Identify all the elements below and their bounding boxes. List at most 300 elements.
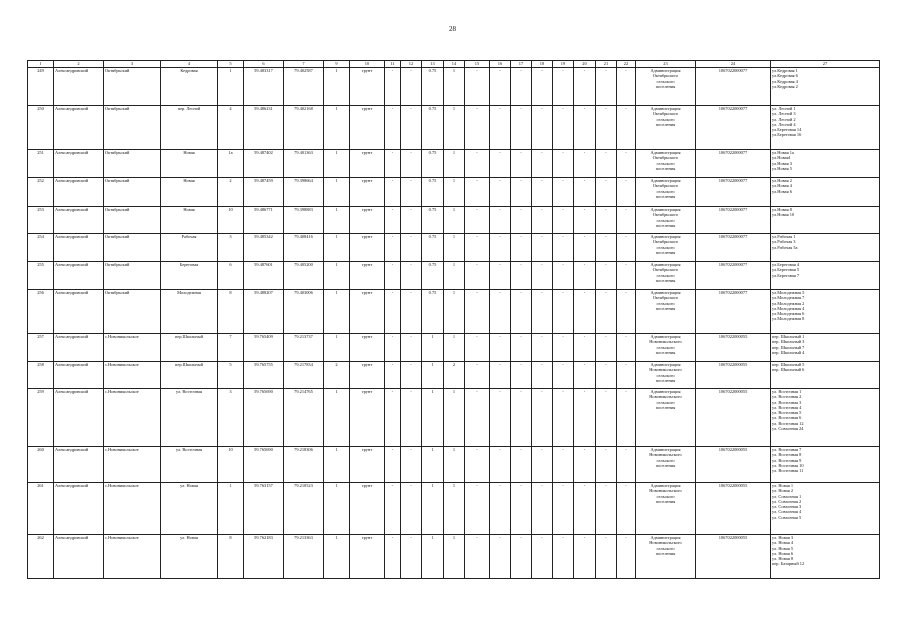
value-cell: 1 [444, 535, 465, 579]
house-number-cell: 1 [218, 483, 244, 535]
owner-line: сельского [656, 300, 675, 306]
column-header: 12 [401, 61, 422, 68]
address-line: ул. Совхозная 24 [772, 426, 804, 432]
address-line: ул. Восточная 8 [772, 452, 802, 458]
latitude-cell: 59.765755 [244, 362, 284, 389]
address-line: ул.Новая 8 [772, 207, 792, 212]
row-number: 252 [28, 178, 54, 207]
owner-line: поселения [655, 462, 676, 468]
address-line: ул.Кедровая 4 [772, 78, 798, 84]
street-cell: Кедровая [161, 68, 218, 106]
value-cell: - [553, 483, 574, 535]
value-cell: - [617, 106, 636, 150]
column-header: 27 [771, 61, 880, 68]
owner-cell [636, 389, 696, 447]
row-number: 253 [28, 207, 54, 234]
addresses-cell [771, 389, 880, 447]
addresses-cell [771, 178, 880, 207]
district-cell: Александровский [54, 178, 104, 207]
address-line: ул. Лесной 3 [772, 111, 796, 117]
settlement-cell: с.Новоникольское [104, 447, 161, 483]
value-cell: - [553, 362, 574, 389]
row-number: 254 [28, 234, 54, 262]
count-cell: 1 [324, 150, 350, 178]
owner-line: сельского [656, 372, 675, 378]
address-line: ул. Новая 4 [772, 540, 794, 546]
address-line: ул. Восточная 7 [772, 447, 802, 452]
ogrn-cell: 1067022000055 [696, 535, 771, 579]
district-cell: Александровский [54, 389, 104, 447]
value-cell: - [401, 106, 422, 150]
value-cell: - [511, 290, 532, 334]
street-cell: Новая [161, 150, 218, 178]
value-cell: - [465, 207, 490, 234]
longitude-cell: 79.398664 [284, 178, 324, 207]
district-cell: Александровский [54, 290, 104, 334]
column-header: 3 [104, 61, 161, 68]
value-cell: 1 [444, 262, 465, 290]
address-line: ул.Береговая 4 [772, 262, 800, 267]
value-cell: 1 [444, 483, 465, 535]
ogrn-cell: 1067022000055 [696, 447, 771, 483]
owner-line: сельского [656, 493, 675, 499]
owner-cell [636, 68, 696, 106]
street-cell: пер.Школьный [161, 362, 218, 389]
settlement-cell: с.Новоникольское [104, 535, 161, 579]
value-cell: - [401, 290, 422, 334]
count-cell: 1 [324, 234, 350, 262]
table-row [28, 483, 880, 535]
latitude-cell: 59.485342 [244, 234, 284, 262]
district-cell: Александровский [54, 362, 104, 389]
count-cell: 1 [324, 106, 350, 150]
count-cell: 1 [324, 207, 350, 234]
value-cell: 1 [422, 483, 444, 535]
address-line: пер. Школьный 1 [772, 334, 805, 339]
count-cell: 1 [324, 68, 350, 106]
owner-line: поселения [655, 305, 676, 311]
longitude-cell: 79.217834 [284, 362, 324, 389]
settlement-cell: Октябрьский [104, 178, 161, 207]
value-cell: - [553, 68, 574, 106]
district-cell: Александровский [54, 483, 104, 535]
house-number-cell: 5 [218, 362, 244, 389]
row-number: 250 [28, 106, 54, 150]
district-cell: Александровский [54, 262, 104, 290]
settlement-cell: с.Новоникольское [104, 334, 161, 362]
owner-cell [636, 262, 696, 290]
value-cell: - [465, 483, 490, 535]
house-number-cell: 7 [218, 334, 244, 362]
value-cell: - [490, 234, 511, 262]
value-cell: - [617, 150, 636, 178]
value-cell: - [511, 150, 532, 178]
street-cell: Новая [161, 178, 218, 207]
value-cell: 1 [422, 389, 444, 447]
value-cell: 1 [444, 68, 465, 106]
value-cell: 0.75 [422, 234, 444, 262]
value-cell: - [553, 150, 574, 178]
value-cell: - [490, 535, 511, 579]
street-cell: пер. Лесной [161, 106, 218, 150]
value-cell: - [617, 389, 636, 447]
latitude-cell: 59.765690 [244, 447, 284, 483]
value-cell: - [532, 262, 553, 290]
longitude-cell: 79.210523 [284, 483, 324, 535]
owner-cell [636, 535, 696, 579]
surface-cell: грунт [350, 389, 385, 447]
value-cell: - [596, 150, 617, 178]
column-header: 23 [636, 61, 696, 68]
settlement-cell: Октябрьский [104, 150, 161, 178]
owner-line: Новоникольского [649, 339, 682, 345]
owner-line: Администрация [650, 290, 681, 295]
column-header: 1 [28, 61, 54, 68]
value-cell: - [596, 68, 617, 106]
column-header: 13 [422, 61, 444, 68]
street-cell: пер.Школьный [161, 334, 218, 362]
column-header: 5 [218, 61, 244, 68]
value-cell: 0.75 [422, 68, 444, 106]
table-row [28, 447, 880, 483]
value-cell: - [553, 207, 574, 234]
value-cell: 0.75 [422, 207, 444, 234]
table-row [28, 262, 880, 290]
count-cell: 1 [324, 178, 350, 207]
address-line: ул. Совхозная 1 [772, 493, 802, 499]
value-cell: - [532, 178, 553, 207]
settlement-cell: Октябрьский [104, 68, 161, 106]
district-cell: Александровский [54, 535, 104, 579]
surface-cell: грунт [350, 262, 385, 290]
value-cell: - [511, 262, 532, 290]
address-line: ул. Совхозная 3 [772, 504, 802, 510]
owner-line: поселения [655, 249, 676, 255]
ogrn-cell: 1067022000077 [696, 262, 771, 290]
settlement-cell: с.Новоникольское [104, 483, 161, 535]
longitude-cell: 79.214765 [284, 389, 324, 447]
district-cell: Александровский [54, 68, 104, 106]
value-cell: 1 [422, 535, 444, 579]
street-cell: ул. Восточная [161, 389, 218, 447]
house-number-cell: 4 [218, 106, 244, 150]
value-cell: - [385, 290, 401, 334]
owner-line: Октябрьского [652, 73, 679, 79]
settlement-cell: Октябрьский [104, 262, 161, 290]
address-line: ул. Новая 6 [772, 550, 794, 556]
column-header: 16 [490, 61, 511, 68]
owner-line: Администрация [650, 207, 681, 212]
value-cell: - [553, 234, 574, 262]
address-line: ул. Новая 5 [772, 545, 794, 551]
owner-line: Новоникольского [649, 394, 682, 400]
house-number-cell: 1а [218, 150, 244, 178]
value-cell: 1 [444, 334, 465, 362]
value-cell: - [401, 178, 422, 207]
address-line: ул. Лесной 2 [772, 116, 796, 122]
row-number: 255 [28, 262, 54, 290]
value-cell: - [574, 334, 596, 362]
row-number: 258 [28, 362, 54, 389]
surface-cell: грунт [350, 106, 385, 150]
value-cell: - [532, 389, 553, 447]
value-cell: - [596, 207, 617, 234]
owner-line: сельского [656, 188, 675, 194]
address-line: ул.Молодежная 6 [772, 311, 805, 317]
latitude-cell: 59.762183 [244, 535, 284, 579]
value-cell: - [385, 262, 401, 290]
table-row [28, 535, 880, 579]
addresses-cell [771, 68, 880, 106]
owner-line: сельского [656, 457, 675, 463]
value-cell: - [511, 447, 532, 483]
addresses-cell [771, 447, 880, 483]
count-cell: 1 [324, 290, 350, 334]
longitude-cell: 79.213363 [284, 535, 324, 579]
value-cell: - [532, 447, 553, 483]
owner-line: сельского [656, 217, 675, 223]
addresses-cell [771, 535, 880, 579]
addresses-cell [771, 262, 880, 290]
value-cell: - [596, 262, 617, 290]
owner-cell [636, 106, 696, 150]
value-cell: - [596, 334, 617, 362]
owner-line: сельского [656, 116, 675, 122]
addresses-cell [771, 106, 880, 150]
address-line: пер. Школьный 5 [772, 362, 805, 367]
address-line: ул. Восточная 3 [772, 399, 802, 405]
row-number: 259 [28, 389, 54, 447]
value-cell: - [553, 262, 574, 290]
table-row [28, 106, 880, 150]
value-cell: - [385, 68, 401, 106]
value-cell: 0.75 [422, 290, 444, 334]
surface-cell: грунт [350, 178, 385, 207]
row-number: 249 [28, 68, 54, 106]
value-cell: - [401, 535, 422, 579]
ogrn-cell: 1067022000077 [696, 150, 771, 178]
owner-line: Новоникольского [649, 488, 682, 494]
value-cell: - [385, 483, 401, 535]
value-cell: 1 [422, 334, 444, 362]
value-cell: - [385, 106, 401, 150]
settlement-cell: Октябрьский [104, 106, 161, 150]
address-line: ул.Молодежная 2 [772, 300, 805, 306]
surface-cell: грунт [350, 290, 385, 334]
ogrn-cell: 1067022000077 [696, 178, 771, 207]
address-line: ул.Новая 10 [772, 212, 795, 218]
address-line: ул.Кедровая 2 [772, 83, 798, 89]
value-cell: - [596, 447, 617, 483]
value-cell: - [596, 389, 617, 447]
row-number: 261 [28, 483, 54, 535]
value-cell: - [490, 150, 511, 178]
address-line: ул.Молодежная 7 [772, 295, 805, 301]
value-cell: - [511, 207, 532, 234]
value-cell: - [511, 106, 532, 150]
address-line: ул.Кедровая 1 [772, 68, 798, 73]
value-cell: - [617, 207, 636, 234]
column-header: 11 [385, 61, 401, 68]
address-line: ул.Кедровая 6 [772, 73, 798, 79]
address-line: ул.Новая 5 [772, 165, 792, 171]
address-line: ул. Восточная 1 [772, 389, 802, 394]
value-cell: - [511, 535, 532, 579]
value-cell: - [553, 290, 574, 334]
longitude-cell: 79.403006 [284, 290, 324, 334]
value-cell: - [490, 68, 511, 106]
value-cell: - [553, 447, 574, 483]
value-cell: - [574, 290, 596, 334]
row-number: 257 [28, 334, 54, 362]
addresses-cell [771, 362, 880, 389]
value-cell: - [490, 290, 511, 334]
owner-line: Октябрьского [652, 212, 679, 218]
surface-cell: грунт [350, 334, 385, 362]
owner-line: Октябрьского [652, 183, 679, 189]
address-line: ул. Восточная 10 [772, 462, 804, 468]
value-cell: - [465, 150, 490, 178]
address-line: ул.Новая 2 [772, 178, 792, 183]
column-header: 24 [696, 61, 771, 68]
value-cell: - [465, 262, 490, 290]
value-cell: - [490, 334, 511, 362]
district-cell: Александровский [54, 447, 104, 483]
value-cell: - [532, 150, 553, 178]
value-cell: - [490, 447, 511, 483]
value-cell: - [617, 68, 636, 106]
latitude-cell: 59.765690 [244, 389, 284, 447]
house-number-cell: 8 [218, 290, 244, 334]
column-header: 7 [284, 61, 324, 68]
addresses-cell [771, 207, 880, 234]
owner-line: поселения [655, 404, 676, 410]
owner-line: Администрация [650, 150, 681, 155]
value-cell: - [617, 178, 636, 207]
value-cell: - [385, 150, 401, 178]
value-cell: - [532, 362, 553, 389]
column-header: 22 [617, 61, 636, 68]
value-cell: - [401, 447, 422, 483]
address-line: ул. Новая 1 [772, 483, 794, 488]
ogrn-cell: 1067022000077 [696, 68, 771, 106]
column-header: 4 [161, 61, 218, 68]
owner-line: Администрация [650, 535, 681, 540]
latitude-cell: 59.487459 [244, 178, 284, 207]
owner-line: поселения [655, 165, 676, 171]
ogrn-cell: 1067022000055 [696, 483, 771, 535]
value-cell: - [596, 106, 617, 150]
value-cell: 1 [444, 447, 465, 483]
address-line: ул.Рабочая 1 [772, 234, 796, 239]
value-cell: - [401, 389, 422, 447]
value-cell: - [574, 535, 596, 579]
value-cell: - [574, 207, 596, 234]
value-cell: - [553, 106, 574, 150]
longitude-cell: 79.213737 [284, 334, 324, 362]
owner-line: сельского [656, 344, 675, 350]
value-cell: - [385, 234, 401, 262]
owner-line: сельского [656, 399, 675, 405]
value-cell: - [574, 262, 596, 290]
street-cell: ул. Новая [161, 483, 218, 535]
value-cell: - [490, 178, 511, 207]
value-cell: - [401, 234, 422, 262]
value-cell: - [511, 362, 532, 389]
ogrn-cell: 1067022000077 [696, 207, 771, 234]
address-line: пер. Школьный 4 [772, 349, 805, 355]
house-number-cell: 2 [218, 178, 244, 207]
district-cell: Александровский [54, 207, 104, 234]
count-cell: 1 [324, 535, 350, 579]
value-cell: 0.75 [422, 106, 444, 150]
value-cell: - [511, 483, 532, 535]
address-line: ул.Молодежная 8 [772, 316, 805, 322]
address-line: ул.Молодежная 5 [772, 290, 805, 295]
settlement-cell: Октябрьский [104, 234, 161, 262]
table-row [28, 334, 880, 362]
longitude-cell: 79.401363 [284, 150, 324, 178]
address-line: ул.Новая 1а [772, 150, 794, 155]
house-number-cell: 3 [218, 234, 244, 262]
value-cell: - [385, 389, 401, 447]
owner-line: сельского [656, 244, 675, 250]
address-line: ул. Совхозная 5 [772, 514, 802, 520]
address-line: ул.Рабочая 5а [772, 244, 798, 250]
column-header: 19 [553, 61, 574, 68]
street-cell: Рабочая [161, 234, 218, 262]
column-header: 18 [532, 61, 553, 68]
surface-cell: грунт [350, 447, 385, 483]
value-cell: - [490, 106, 511, 150]
value-cell: - [596, 535, 617, 579]
value-cell: - [465, 334, 490, 362]
ogrn-cell: 1067022000055 [696, 389, 771, 447]
value-cell: - [574, 234, 596, 262]
address-line: ул.Береговая 7 [772, 272, 800, 278]
owner-cell [636, 150, 696, 178]
owner-line: сельского [656, 78, 675, 84]
value-cell: - [617, 234, 636, 262]
surface-cell: грунт [350, 68, 385, 106]
owner-line: Октябрьского [652, 111, 679, 117]
value-cell: - [490, 389, 511, 447]
column-header: 15 [465, 61, 490, 68]
owner-line: Администрация [650, 68, 681, 73]
table-row [28, 290, 880, 334]
house-number-cell: 1 [218, 68, 244, 106]
house-number-cell: 10 [218, 207, 244, 234]
value-cell: - [532, 234, 553, 262]
address-line: ул. Восточная 9 [772, 457, 802, 463]
latitude-cell: 59.486771 [244, 207, 284, 234]
value-cell: - [385, 207, 401, 234]
value-cell: - [574, 68, 596, 106]
addresses-cell [771, 290, 880, 334]
value-cell: - [532, 290, 553, 334]
value-cell: - [511, 178, 532, 207]
street-cell: Новая [161, 207, 218, 234]
value-cell: - [401, 483, 422, 535]
value-cell: - [532, 207, 553, 234]
owner-line: Октябрьского [652, 155, 679, 161]
surface-cell: грунт [350, 150, 385, 178]
value-cell: - [617, 290, 636, 334]
value-cell: 1 [444, 234, 465, 262]
owner-line: Новоникольского [649, 452, 682, 458]
address-line: ул. Восточная 11 [772, 468, 804, 474]
owner-line: Октябрьского [652, 267, 679, 273]
